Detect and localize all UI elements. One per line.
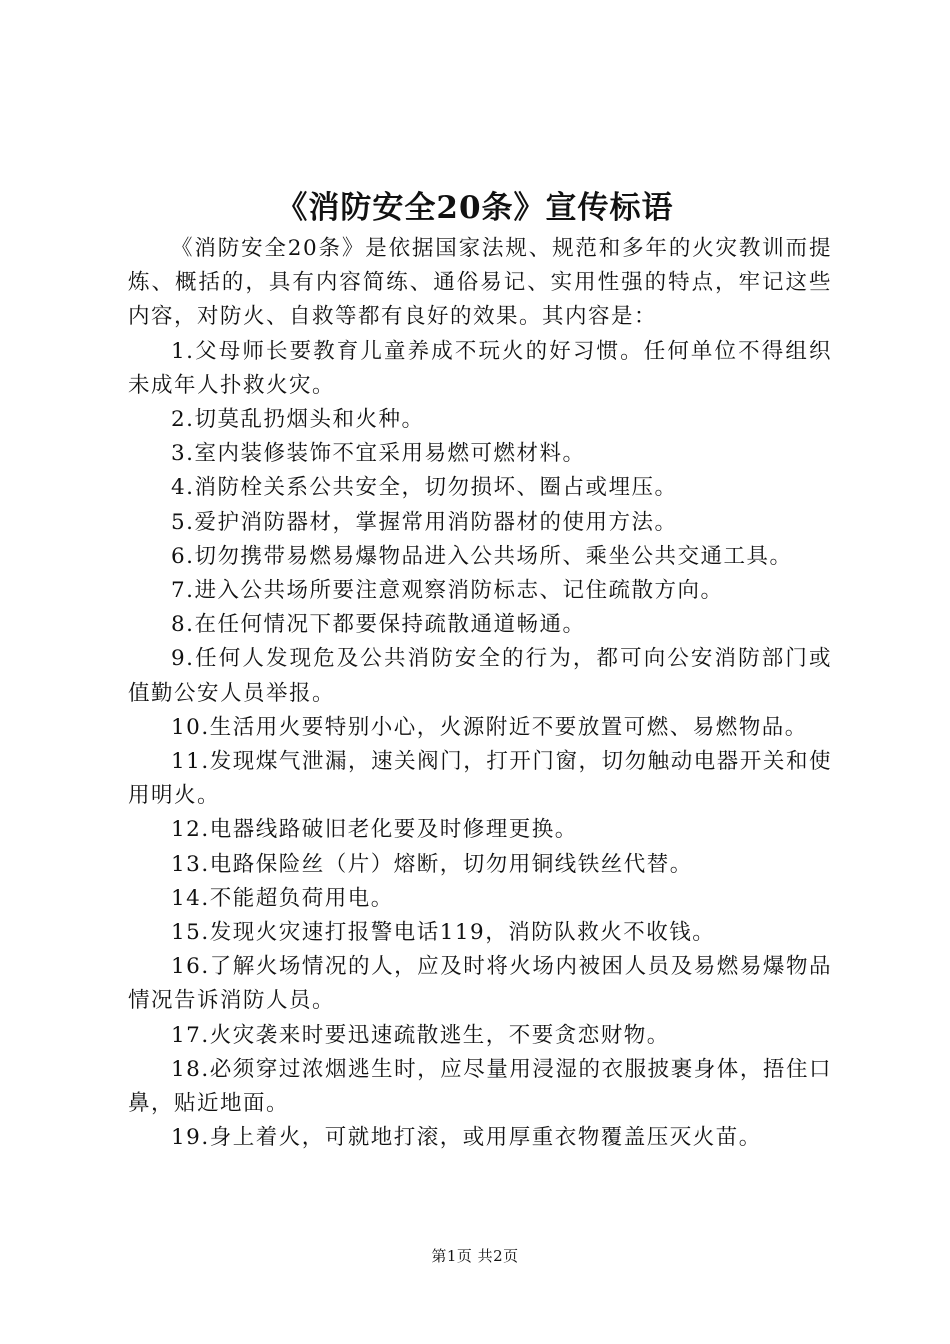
list-item-19: 19.身上着火，可就地打滚，或用厚重衣物覆盖压灭火苗。	[171, 1125, 762, 1151]
list-item-5: 5.爱护消防器材，掌握常用消防器材的使用方法。	[171, 509, 678, 535]
list-item-14: 14.不能超负荷用电。	[171, 885, 394, 911]
list-item-8: 8.在任何情况下都要保持疏散通道畅通。	[171, 612, 586, 638]
list-item-9: 9.任何人发现危及公共消防安全的行为，都可向公安消防部门或值勤公安人员举报。	[128, 646, 832, 706]
list-item-13: 13.电路保险丝（片）熔断，切勿用铜线铁丝代替。	[171, 851, 693, 877]
list-item-2: 2.切莫乱扔烟头和火种。	[171, 407, 425, 433]
list-item-17: 17.火灾袭来时要迅速疏散逃生，不要贪恋财物。	[171, 1022, 670, 1048]
list-item-7: 7.进入公共场所要注意观察消防标志、记住疏散方向。	[171, 578, 724, 604]
list-item-12: 12.电器线路破旧老化要及时修理更换。	[171, 817, 578, 843]
list-item-4: 4.消防栓关系公共安全，切勿损坏、圈占或埋压。	[171, 475, 678, 501]
list-item-10: 10.生活用火要特别小心，火源附近不要放置可燃、易燃物品。	[171, 714, 808, 740]
list-item-18: 18.必须穿过浓烟逃生时，应尽量用浸湿的衣服披裹身体，捂住口鼻，贴近地面。	[128, 1056, 832, 1117]
list-item-11: 11.发现煤气泄漏，速关阀门，打开门窗，切勿触动电器开关和使用明火。	[128, 749, 832, 809]
page-footer: 第1页 共2页	[431, 1247, 519, 1265]
list-item-15: 15.发现火灾速打报警电话119，消防队救火不收钱。	[171, 920, 716, 946]
list-item-6: 6.切勿携带易燃易爆物品进入公共场所、乘坐公共交通工具。	[171, 543, 793, 569]
list-item-1: 1.父母师长要教育儿童养成不玩火的好习惯。任何单位不得组织未成年人扑救火灾。	[128, 338, 832, 398]
list-item-16: 16.了解火场情况的人，应及时将火场内被困人员及易燃易爆物品情况告诉消防人员。	[128, 954, 832, 1014]
document-title: 《消防安全20条》宣传标语	[276, 190, 674, 226]
document-body	[128, 232, 832, 1155]
intro-paragraph: 《消防安全20条》是依据国家法规、规范和多年的火灾教训而提炼、概括的，具有内容简练、通俗易记、实用性强的特点，牢记这些内容，对防火、自救等都有良好的效果。其内容是：	[128, 236, 832, 330]
list-item-3: 3.室内装修装饰不宜采用易燃可燃材料。	[171, 441, 586, 467]
